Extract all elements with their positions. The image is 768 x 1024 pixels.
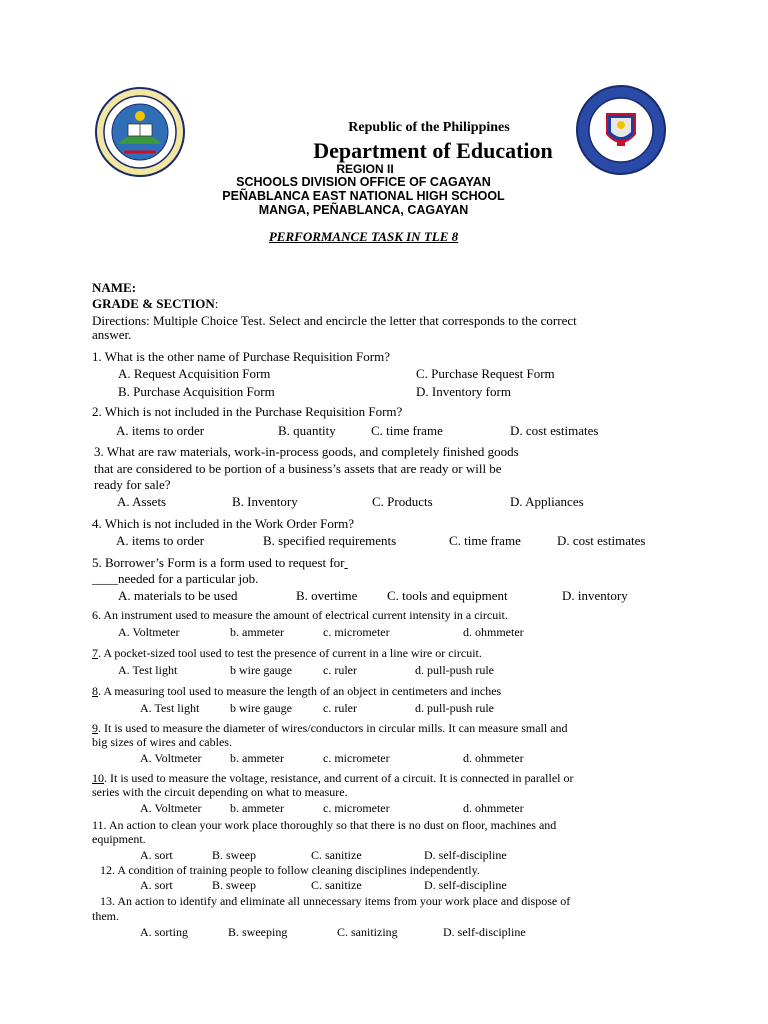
- q9-choice-a[interactable]: A. Voltmeter: [140, 751, 202, 765]
- q11-choice-a[interactable]: A. sort: [140, 848, 173, 862]
- question-10-line-1: 10. It is used to measure the voltage, resistance, and current of a circuit. It is connected in parallel or: [92, 771, 574, 785]
- q5-choice-c[interactable]: C. tools and equipment: [387, 588, 508, 603]
- q8-choice-d[interactable]: d. pull-push rule: [415, 701, 494, 715]
- q3-choice-d[interactable]: D. Appliances: [510, 494, 584, 509]
- q12-choice-c[interactable]: C. sanitize: [311, 878, 362, 892]
- q7-choice-d[interactable]: d. pull-push rule: [415, 663, 494, 677]
- address-heading: MANGA, PEÑABLANCA, CAGAYAN: [258, 203, 469, 217]
- q8-choice-c[interactable]: c. ruler: [323, 701, 357, 715]
- question-3-line-2: that are considered to be portion of a business’s assets that are ready or will be: [94, 461, 502, 476]
- question-3-line-1: 3. What are raw materials, work-in-process goods, and completely finished goods: [94, 444, 519, 459]
- q5-choice-d[interactable]: D. inventory: [562, 588, 628, 603]
- q8-choice-b[interactable]: b wire gauge: [230, 701, 292, 715]
- region-heading: REGION II: [336, 162, 394, 176]
- question-4-stem: 4. Which is not included in the Work Order Form?: [92, 516, 355, 531]
- q1-choice-c[interactable]: C. Purchase Request Form: [416, 366, 555, 381]
- question-6-stem: 6. An instrument used to measure the amount of electrical current intensity in a circuit.: [92, 608, 508, 622]
- q4-choice-a[interactable]: A. items to order: [116, 533, 205, 548]
- question-9-line-2: big sizes of wires and cables.: [92, 735, 232, 749]
- q1-choice-b[interactable]: B. Purchase Acquisition Form: [118, 384, 275, 399]
- school-heading: PEÑABLANCA EAST NATIONAL HIGH SCHOOL: [222, 189, 505, 203]
- question-8-stem: 8. A measuring tool used to measure the length of an object in centimeters and inches: [92, 684, 502, 698]
- q9-choice-b[interactable]: b. ammeter: [230, 751, 284, 765]
- question-2-stem: 2. Which is not included in the Purchase Requisition Form?: [92, 404, 403, 419]
- q2-choice-b[interactable]: B. quantity: [278, 423, 336, 438]
- q13-choice-d[interactable]: D. self-discipline: [443, 925, 526, 939]
- name-label: NAME:: [92, 280, 137, 295]
- q13-choice-b[interactable]: B. sweeping: [228, 925, 288, 939]
- q6-choice-a[interactable]: A. Voltmeter: [118, 625, 180, 639]
- q5-choice-b[interactable]: B. overtime: [296, 588, 358, 603]
- directions-line-2: answer.: [92, 327, 132, 342]
- q10-choice-a[interactable]: A. Voltmeter: [140, 801, 202, 815]
- q5-blank: ____: [92, 571, 118, 586]
- grade-section-label: GRADE & SECTION:: [92, 296, 219, 311]
- q4-choice-b[interactable]: B. specified requirements: [263, 533, 397, 548]
- q1-choice-d[interactable]: D. Inventory form: [416, 384, 511, 399]
- q3-choice-b[interactable]: B. Inventory: [232, 494, 298, 509]
- q6-choice-d[interactable]: d. ohmmeter: [463, 625, 524, 639]
- q10-choice-c[interactable]: c. micrometer: [323, 801, 390, 815]
- question-12-stem: 12. A condition of training people to follow cleaning disciplines independently.: [100, 863, 480, 877]
- q12-choice-b[interactable]: B. sweep: [212, 878, 256, 892]
- q7-choice-b[interactable]: b wire gauge: [230, 663, 292, 677]
- department-heading: Department of Education: [313, 138, 553, 163]
- q11-choice-d[interactable]: D. self-discipline: [424, 848, 507, 862]
- q9-choice-d[interactable]: d. ohmmeter: [463, 751, 524, 765]
- question-13-line-1: 13. An action to identify and eliminate all unnecessary items from your work place and dispose of: [100, 894, 571, 908]
- question-10-line-2: series with the circuit depending on what to measure.: [92, 785, 348, 799]
- q12-choice-d[interactable]: D. self-discipline: [424, 878, 507, 892]
- q10-choice-b[interactable]: b. ammeter: [230, 801, 284, 815]
- q1-choice-a[interactable]: A. Request Acquisition Form: [118, 366, 271, 381]
- q11-choice-c[interactable]: C. sanitize: [311, 848, 362, 862]
- division-heading: SCHOOLS DIVISION OFFICE OF CAGAYAN: [236, 175, 491, 189]
- q6-choice-c[interactable]: c. micrometer: [323, 625, 390, 639]
- directions-line-1: Directions: Multiple Choice Test. Select and encircle the letter that corresponds to the correct: [92, 313, 577, 328]
- q2-choice-a[interactable]: A. items to order: [116, 423, 205, 438]
- q13-choice-c[interactable]: C. sanitizing: [337, 925, 398, 939]
- question-11-line-1: 11. An action to clean your work place thoroughly so that there is no dust on floor, machines and: [92, 818, 557, 832]
- question-5-line-1: 5. Borrower’s Form is a form used to request for: [92, 555, 345, 570]
- question-11-line-2: equipment.: [92, 832, 146, 846]
- q4-choice-c[interactable]: C. time frame: [449, 533, 521, 548]
- q11-choice-b[interactable]: B. sweep: [212, 848, 256, 862]
- question-3-line-3: ready for sale?: [94, 477, 171, 492]
- q8-choice-a[interactable]: A. Test light: [140, 701, 200, 715]
- q6-choice-b[interactable]: b. ammeter: [230, 625, 284, 639]
- task-title: PERFORMANCE TASK IN TLE 8: [268, 229, 459, 244]
- question-9-line-1: 9. It is used to measure the diameter of wires/conductors in circular mills. It can measure small and: [92, 721, 568, 735]
- republic-heading: Republic of the Philippines: [348, 120, 510, 135]
- q9-choice-c[interactable]: c. micrometer: [323, 751, 390, 765]
- question-1-stem: 1. What is the other name of Purchase Requisition Form?: [92, 349, 390, 364]
- q7-choice-a[interactable]: A. Test light: [118, 663, 178, 677]
- q2-choice-d[interactable]: D. cost estimates: [510, 423, 599, 438]
- question-13-line-2: them.: [92, 909, 119, 923]
- q4-choice-d[interactable]: D. cost estimates: [557, 533, 646, 548]
- q2-choice-c[interactable]: C. time frame: [371, 423, 443, 438]
- q10-choice-d[interactable]: d. ohmmeter: [463, 801, 524, 815]
- q7-choice-c[interactable]: c. ruler: [323, 663, 357, 677]
- q5-choice-a[interactable]: A. materials to be used: [118, 588, 238, 603]
- question-7-stem: 7. A pocket-sized tool used to test the presence of current in a line wire or circuit.: [92, 646, 482, 660]
- q13-choice-a[interactable]: A. sorting: [140, 925, 188, 939]
- q3-choice-a[interactable]: A. Assets: [117, 494, 167, 509]
- q3-choice-c[interactable]: C. Products: [372, 494, 433, 509]
- q12-choice-a[interactable]: A. sort: [140, 878, 173, 892]
- question-5-line-2: ____needed for a particular job.: [92, 571, 259, 586]
